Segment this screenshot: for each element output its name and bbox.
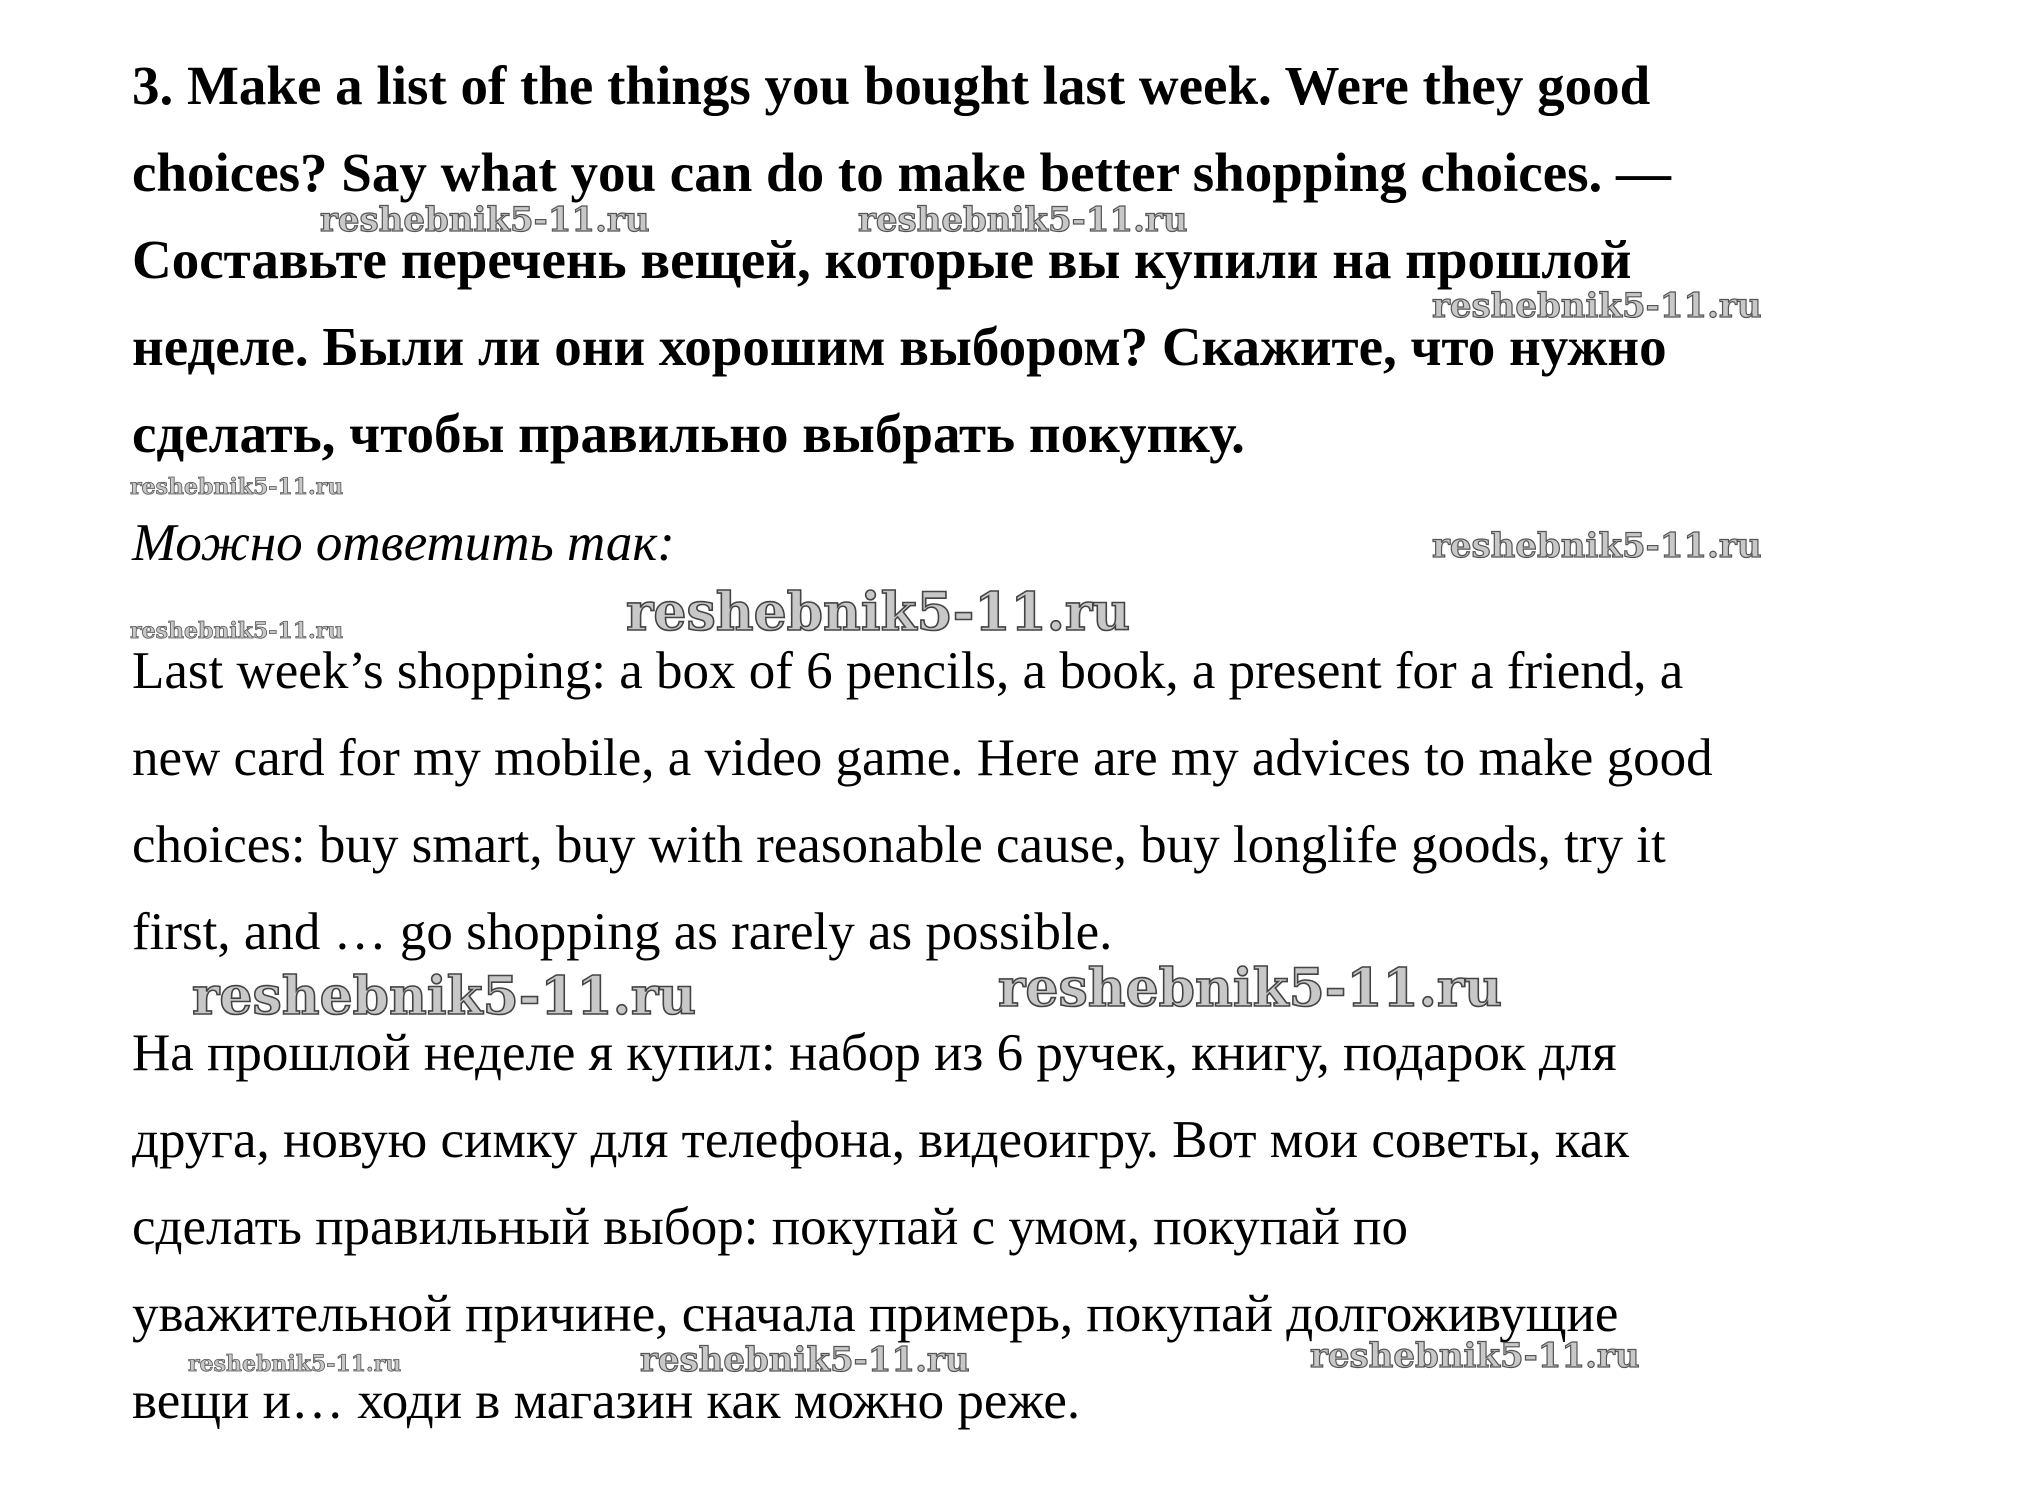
answer-ru-line: уважительной причине, сначала примерь, покупай долгоживущие	[132, 1285, 1619, 1343]
answer-ru-line: На прошлой неделе я купил: набор из 6 ручек, книгу, подарок для	[132, 1024, 1617, 1082]
watermark: reshebnik5-11.ru	[192, 966, 697, 1027]
answer-english	[132, 628, 1932, 976]
task-line: 3. Make a list of the things you bought last week. Were they good	[132, 55, 1651, 116]
task-line: неделе. Были ли они хорошим выбором? Скажите, что нужно	[132, 316, 1667, 377]
task-line: Составьте перечень вещей, которые вы купили на прошлой	[132, 229, 1632, 290]
watermark: reshebnik5-11.ru	[1310, 1336, 1640, 1376]
watermark: reshebnik5-11.ru	[1432, 526, 1762, 566]
watermark: reshebnik5-11.ru	[188, 1351, 402, 1377]
watermark: reshebnik5-11.ru	[858, 200, 1188, 240]
answer-en-line: new card for my mobile, a video game. Here are my advices to make good	[132, 729, 1713, 787]
answer-ru-line: вещи и… ходи в магазин как можно реже.	[132, 1372, 1081, 1430]
answer-en-line: Last week’s shopping: a box of 6 pencils, a book, a present for a friend, a	[132, 642, 1684, 700]
answer-en-line: first, and … go shopping as rarely as possible.	[132, 903, 1113, 961]
answer-ru-line: друга, новую симку для телефона, видеоигру. Вот мои советы, как	[132, 1111, 1630, 1169]
answer-intro: Можно ответить так:	[132, 514, 675, 572]
watermark: reshebnik5-11.ru	[1432, 286, 1762, 326]
watermark: reshebnik5-11.ru	[998, 958, 1503, 1019]
answer-russian	[132, 1010, 1932, 1445]
task-line: сделать, чтобы правильно выбрать покупку.	[132, 403, 1245, 464]
watermark: reshebnik5-11.ru	[640, 1340, 970, 1380]
answer-en-line: choices: buy smart, buy with reasonable cause, buy longlife goods, try it	[132, 816, 1666, 874]
task-line: choices? Say what you can do to make better shopping choices. —	[132, 142, 1672, 203]
task-heading	[132, 42, 1782, 477]
watermark: reshebnik5-11.ru	[626, 582, 1131, 643]
watermark: reshebnik5-11.ru	[320, 200, 650, 240]
watermark: reshebnik5-11.ru	[130, 618, 344, 644]
watermark: reshebnik5-11.ru	[130, 474, 344, 500]
answer-ru-line: сделать правильный выбор: покупай с умом, покупай по	[132, 1198, 1408, 1256]
